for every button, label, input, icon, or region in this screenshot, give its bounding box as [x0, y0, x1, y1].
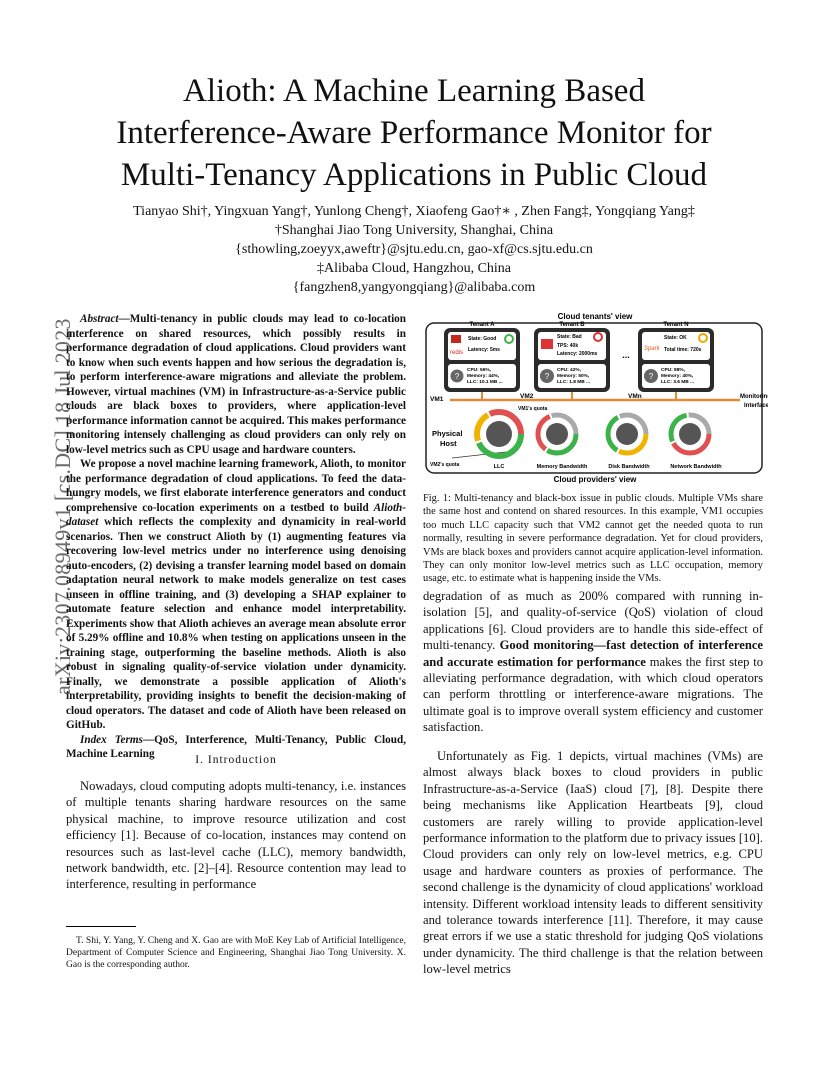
svg-text:TPS: 40k: TPS: 40k [557, 343, 579, 349]
svg-text:LLC: LLC [493, 464, 505, 470]
svg-text:Physical: Physical [432, 429, 463, 438]
svg-text:CPU: 88%,: CPU: 88%, [661, 368, 685, 373]
svg-text:Tenant B: Tenant B [559, 322, 585, 328]
svg-text:State: OK: State: OK [664, 335, 687, 341]
author-names: Tianyao Shi†, Yingxuan Yang†, Yunlong Cheng†, Xiaofeng Gao†∗ , Zhen Fang‡, Yongqiang Yang‡ [133, 204, 695, 219]
svg-text:LLC: 3.6 MB ...: LLC: 3.6 MB ... [661, 380, 695, 385]
intro-paragraph: Nowadays, cloud computing adopts multi-tenancy, i.e. instances of multiple tenants sharing hardware resources on the same physical machine, to improve resource utilization and cost efficiency [1]. Because of co-location, instances may contend on resources such as last-level cache (LLC), memory bandwidth, network bandwidth, etc. [2]–[4]. Resource contention may lead to interference, resulting in performance [66, 779, 406, 892]
figure-caption: Fig. 1: Multi-tenancy and black-box issue in public clouds. Multiple VMs share the same host and contend on shared resources. In this example, VM1 occupies too much LLC capacity such that VM2 cannot get the needed quota to run normally, resulting in severe performance degradation. Yet for cloud providers, VMs are black boxes and providers cannot acquire application-level information. They can only monitor low-level metrics such as LLC occupation, memory usage, etc. to estimate what is happening inside the VMs. [423, 493, 763, 585]
svg-text:Total time: 720s: Total time: 720s [664, 347, 702, 353]
svg-text:VM2: VM2 [520, 393, 534, 400]
svg-text:redis: redis [450, 350, 464, 356]
cloud-tenants-view-label: Cloud tenants' view [557, 312, 633, 321]
arxiv-watermark: arXiv:2307.08949v1 [cs.DC] 18 Jul 2023 [50, 318, 75, 695]
section-heading: I. Introduction [195, 754, 277, 766]
affiliation-1: †Shanghai Jiao Tong University, Shanghai, China [274, 223, 554, 238]
svg-text:VM2's quota: VM2's quota [430, 462, 460, 468]
svg-text:Latency: 5ms: Latency: 5ms [468, 347, 500, 353]
svg-text:Host: Host [440, 439, 457, 448]
svg-text:State: Bad: State: Bad [557, 334, 582, 340]
svg-text:?: ? [648, 372, 654, 381]
svg-text:...: ... [622, 350, 630, 360]
svg-text:Monitoring: Monitoring [740, 394, 768, 400]
tenant-a-box [444, 322, 520, 392]
tenant-n-box [638, 322, 714, 392]
svg-text:Latency: 2000ms: Latency: 2000ms [557, 351, 598, 357]
svg-text:Memory: 40%,: Memory: 40%, [661, 374, 694, 379]
svg-text:Disk Bandwidth: Disk Bandwidth [608, 464, 650, 470]
svg-text:Interface: Interface [744, 403, 768, 409]
email-1: {sthowling,zoeyyx,aweftr}@sjtu.edu.cn, gao-xf@cs.sjtu.edu.cn [235, 242, 593, 257]
svg-text:State: Good: State: Good [468, 336, 497, 342]
figure-1 [422, 310, 768, 488]
cloud-providers-view-label: Cloud providers' view [553, 475, 637, 484]
svg-text:VM1: VM1 [430, 396, 444, 403]
svg-text:VMn: VMn [628, 393, 642, 400]
right-paragraph-2: Unfortunately as Fig. 1 depicts, virtual machines (VMs) are almost always black boxes to cloud providers in public Infrastructure-as-a-Service (IaaS) cloud [7], [8]. Despite there being mechanisms like Application Heartbeats [9], cloud customers are rarely willing to provide application-level performance information to the platform due to privacy issues [10]. Cloud providers can only rely on low-level metrics, e.g. CPU usage and hardware counters as proxies of performance. The second challenge is the dynamicity of cloud applications' workload intensity. Different workload intensity leads to different sensitivity and tolerance towards interference [11]. Therefore, it may cause great errors if we use a static threshold for judging QoS violations under dynamicity. The third challenge is that the relation between low-level metrics [423, 749, 763, 977]
right-paragraph-1: degradation of as much as 200% compared with running in-isolation [5], and quality-of-service (QoS) violation of cloud applications [6]. Cloud providers are to handle this side-effect of multi-tenancy. Good monitoring—fast detection of interference and accurate estimation for performance makes the first step to alleviating performance degradation, with which cloud operators can perform throttling or interference-aware migrations. The ultimate goal is to improve overall system efficiency and customer satisfaction. [423, 589, 763, 735]
svg-text:Spark: Spark [644, 346, 660, 352]
author-block [60, 202, 768, 297]
footnote-rule [66, 926, 136, 927]
svg-text:LLC: 1.8 MB ...: LLC: 1.8 MB ... [557, 380, 591, 385]
svg-text:Memory: 50%,: Memory: 50%, [557, 374, 590, 379]
svg-text:CPU: 56%,: CPU: 56%, [467, 368, 491, 373]
svg-text:CPU: 42%,: CPU: 42%, [557, 368, 581, 373]
svg-text:Memory Bandwidth: Memory Bandwidth [536, 464, 588, 470]
svg-text:?: ? [544, 372, 550, 381]
svg-text:Memory: 44%,: Memory: 44%, [467, 374, 500, 379]
affiliation-2: ‡Alibaba Cloud, Hangzhou, China [316, 261, 512, 276]
paper-title: Alioth: A Machine Learning Based Interference-Aware Performance Monitor for Multi-Tenancy Applications in Public Cloud [116, 73, 712, 193]
abstract: Abstract—Multi-tenancy in public clouds may lead to co-location interference on shared resources, which possibly results in performance degradation of cloud applications. Cloud providers want to know when such events happen and how serious the degradation is, to perform interference-aware migrations and alleviate the problem. However, virtual machines (VM) in Infrastructure-as-a-Service public clouds are black boxes to providers, where application-level performance information cannot be acquired. This makes performance monitoring intensely challenging as cloud providers can only rely on low-level metrics such as CPU usage and hardware counters. We propose a novel machine learning framework, Alioth, to monitor the performance degradation of cloud applications. To feed the data-hungry models, we first elaborate interference generators and conduct comprehensive co-location experiments on a testbed to build Alioth-dataset which reflects the complexity and dynamicity in real-world scenarios. Then we construct Alioth by (1) augmenting features via recovering low-level metrics under no interference using denoising auto-encoders, (2) devising a transfer learning model based on domain adaptation neural network to make models generalize on test cases unseen in offline training, and (3) developing a SHAP explainer to automate feature selection and enhance model interpretability. Experiments show that Alioth achieves an average mean absolute error of 5.29% offline and 10.8% when testing on applications unseen in the training stage, outperforming the baseline methods. Alioth is also robust in signaling quality-of-service violation under dynamicity. Finally, we demonstrate a possible application of Alioth's interpretability, providing insights to benefit the decision-making of cloud operators. The dataset and code of Alioth have been released on GitHub. Index Terms—QoS, Interference, Multi-Tenancy, Public Cloud, Machine Learning [66, 313, 406, 760]
svg-text:VM1's quota: VM1's quota [518, 406, 548, 412]
tenant-b-box [534, 322, 610, 392]
email-2: {fangzhen8,yangyongqiang}@alibaba.com [292, 280, 536, 295]
footnote: T. Shi, Y. Yang, Y. Cheng and X. Gao are with MoE Key Lab of Artificial Intelligence, Department of Computer Science and Engineering, Shanghai Jiao Tong University. X. Gao is the corresponding author. [66, 936, 406, 970]
svg-text:Network Bandwidth: Network Bandwidth [670, 464, 722, 470]
svg-text:LLC: 10.1 MB ...: LLC: 10.1 MB ... [467, 380, 503, 385]
svg-text:?: ? [454, 372, 460, 381]
svg-text:Tenant A: Tenant A [469, 322, 495, 328]
svg-text:Tenant N: Tenant N [663, 322, 689, 328]
